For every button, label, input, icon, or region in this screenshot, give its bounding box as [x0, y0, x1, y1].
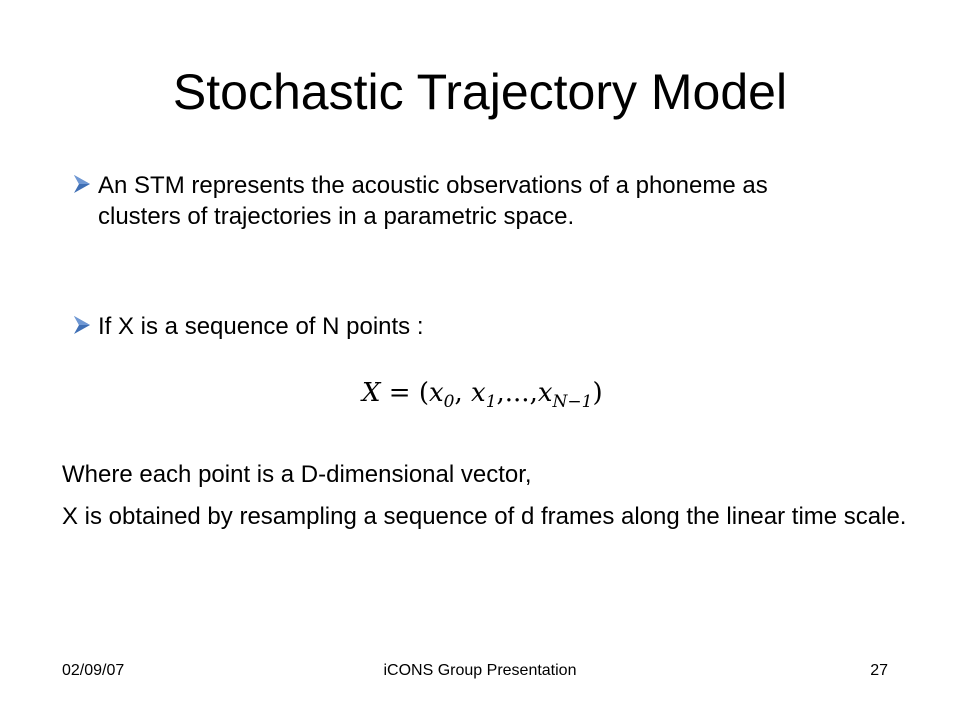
formula-ellipsis: ,...,: [496, 378, 538, 408]
formula-xn-sub: N−1: [552, 392, 593, 413]
formula-close: ): [592, 378, 603, 408]
slide-title: Stochastic Trajectory Model: [172, 64, 788, 120]
formula-equals: = (: [380, 378, 429, 408]
formula-xn: x: [537, 378, 553, 408]
slide-number: 27: [870, 662, 888, 679]
formula-x1-sub: 1: [485, 392, 497, 413]
body-paragraph: X is obtained by resampling a sequence of d frames along the linear time scale.: [62, 503, 907, 530]
formula-x1: x: [471, 378, 486, 408]
formula-lhs: X: [362, 378, 381, 408]
arrow-bullet-icon: [72, 174, 92, 194]
bullet-item: [72, 170, 852, 232]
body-paragraph: Where each point is a D-dimensional vector,: [62, 461, 532, 488]
formula-sep: ,: [454, 378, 472, 408]
bullet-item: [72, 311, 852, 342]
formula-x0-sub: 0: [443, 392, 455, 413]
arrow-bullet-icon: [72, 315, 92, 335]
formula-x0: x: [428, 378, 444, 408]
footer-date: 02/09/07: [62, 662, 125, 679]
footer-title: iCONS Group Presentation: [383, 662, 577, 679]
bullet-text: If X is a sequence of N points :: [98, 313, 424, 340]
sequence-formula: [362, 370, 622, 416]
bullet-text: An STM represents the acoustic observations of a phoneme as clusters of trajectories in a parametric space.: [98, 172, 768, 230]
